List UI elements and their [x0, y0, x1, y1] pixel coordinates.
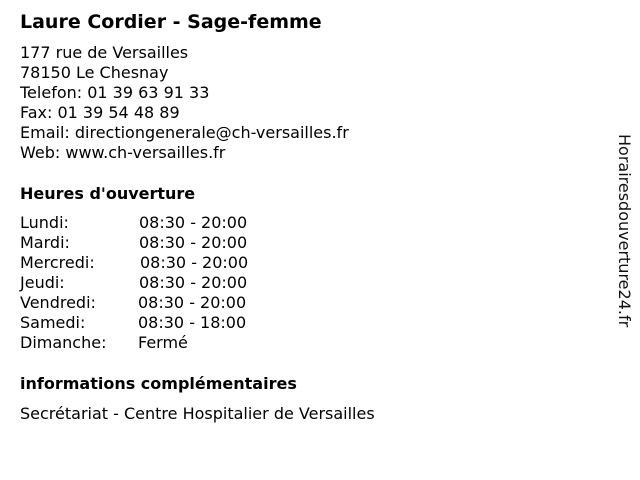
page-title: Laure Cordier - Sage-femme	[20, 11, 322, 33]
fax-number: Fax: 01 39 54 48 89	[20, 103, 180, 122]
day-label: Lundi:	[20, 213, 69, 232]
day-label: Mardi:	[20, 233, 70, 252]
hours-row-friday	[20, 293, 320, 313]
time-range: 08:30 - 20:00	[139, 213, 248, 232]
day-label: Vendredi:	[20, 293, 96, 312]
opening-hours-table	[20, 213, 320, 353]
time-range: 08:30 - 20:00	[140, 253, 249, 272]
day-label: Mercredi:	[20, 253, 95, 272]
site-watermark: Horairesdouverture24.fr	[615, 134, 634, 328]
time-range: 08:30 - 20:00	[139, 273, 248, 292]
day-label: Samedi:	[20, 313, 86, 332]
phone-number: Telefon: 01 39 63 91 33	[20, 83, 210, 102]
additional-info-heading: informations complémentaires	[20, 374, 297, 393]
hours-row-wednesday	[20, 253, 320, 273]
email-address: Email: directiongenerale@ch-versailles.fr	[20, 123, 349, 142]
additional-info-text: Secrétariat - Centre Hospitalier de Versailles	[20, 404, 375, 423]
address-street: 177 rue de Versailles	[20, 43, 189, 62]
time-range: 08:30 - 18:00	[138, 313, 247, 332]
address-city: 78150 Le Chesnay	[20, 63, 169, 82]
day-label: Jeudi:	[20, 273, 65, 292]
contact-block	[20, 43, 349, 163]
hours-row-thursday	[20, 273, 320, 293]
opening-hours-heading: Heures d'ouverture	[20, 184, 196, 203]
time-range: 08:30 - 20:00	[139, 233, 248, 252]
time-range: 08:30 - 20:00	[138, 293, 247, 312]
hours-row-monday	[20, 213, 320, 233]
hours-row-tuesday	[20, 233, 320, 253]
hours-row-sunday	[20, 333, 320, 353]
website-address: Web: www.ch-versailles.fr	[20, 143, 226, 162]
hours-row-saturday	[20, 313, 320, 333]
time-range: Fermé	[138, 333, 188, 352]
day-label: Dimanche:	[20, 333, 107, 352]
